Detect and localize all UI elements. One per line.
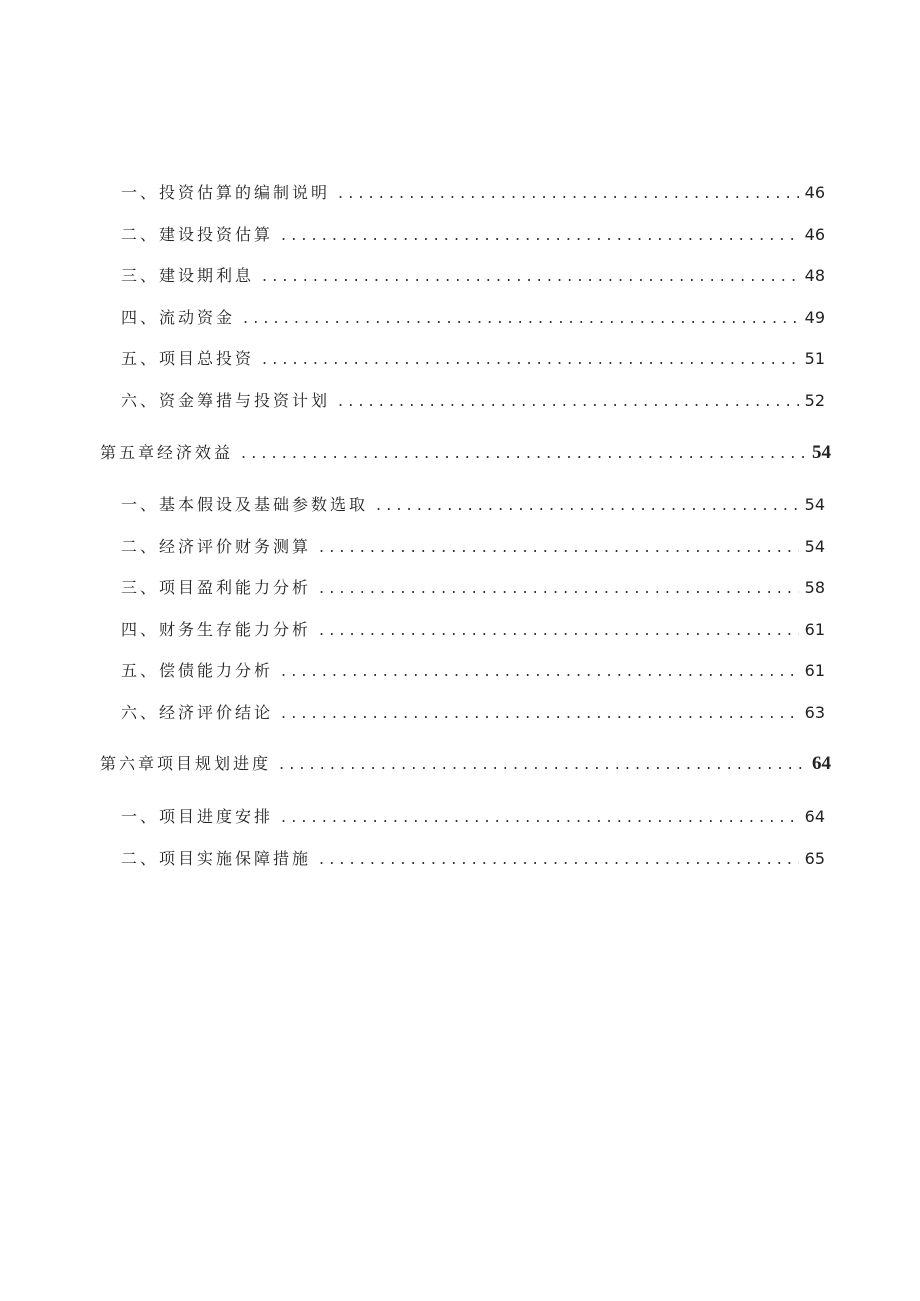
toc-leader-dots (338, 183, 799, 202)
toc-leader-dots (243, 308, 799, 327)
toc-leader-dots (262, 349, 799, 368)
toc-entry[interactable] (121, 263, 825, 286)
toc-entry-title: 六、经济评价结论 (121, 703, 274, 722)
toc-entry[interactable] (121, 658, 825, 681)
toc-entry-page: 52 (804, 391, 825, 410)
toc-entry[interactable] (121, 534, 825, 557)
toc-entry-page: 51 (804, 349, 825, 368)
toc-entry-title: 四、财务生存能力分析 (121, 620, 312, 639)
toc-leader-dots (319, 537, 799, 556)
toc-entry[interactable] (121, 388, 825, 411)
toc-entry-title: 三、项目盈利能力分析 (121, 578, 312, 597)
toc-leader-dots (281, 661, 799, 680)
toc-entry-title: 五、偿债能力分析 (121, 661, 274, 680)
toc-leader-dots (241, 443, 806, 462)
toc-leader-dots (279, 754, 806, 773)
toc-entry-page: 61 (804, 661, 825, 680)
toc-entry[interactable] (121, 305, 825, 328)
toc-leader-dots (319, 620, 799, 639)
toc-entry-title: 四、流动资金 (121, 308, 236, 327)
toc-entry-page: 61 (804, 620, 825, 639)
toc-entry-title: 六、资金筹措与投资计划 (121, 391, 331, 410)
toc-entry-title: 一、投资估算的编制说明 (121, 183, 331, 202)
toc-chapter-title: 第六章项目规划进度 (100, 754, 272, 773)
toc-entry-page: 48 (804, 266, 825, 285)
toc-entry-page: 54 (804, 495, 825, 514)
toc-entry-page: 58 (804, 578, 825, 597)
toc-entry-title: 三、建设期利息 (121, 266, 255, 285)
toc-entry[interactable] (121, 346, 825, 369)
toc-entry-page: 65 (804, 849, 825, 868)
toc-entry[interactable] (121, 575, 825, 598)
toc-chapter-page: 54 (812, 442, 831, 463)
toc-leader-dots (319, 578, 799, 597)
toc-leader-dots (281, 703, 799, 722)
toc-entry-page: 54 (804, 537, 825, 556)
toc-entry[interactable] (121, 617, 825, 640)
toc-leader-dots (281, 807, 799, 826)
toc-leader-dots (281, 225, 799, 244)
toc-entry-title: 二、经济评价财务测算 (121, 537, 312, 556)
toc-leader-dots (376, 495, 799, 514)
toc-chapter-entry[interactable] (100, 751, 831, 775)
toc-entry-title: 二、项目实施保障措施 (121, 849, 312, 868)
toc-leader-dots (338, 391, 799, 410)
toc-entry[interactable] (121, 492, 825, 515)
toc-entry[interactable] (121, 700, 825, 723)
toc-entry-page: 64 (804, 807, 825, 826)
toc-entry-title: 一、基本假设及基础参数选取 (121, 495, 369, 514)
toc-entry-page: 46 (804, 183, 825, 202)
toc-leader-dots (319, 849, 799, 868)
toc-entry-title: 五、项目总投资 (121, 349, 255, 368)
toc-chapter-entry[interactable] (100, 440, 831, 464)
toc-entry[interactable] (121, 846, 825, 869)
toc-leader-dots (262, 266, 799, 285)
toc-entry-page: 46 (804, 225, 825, 244)
toc-entry-title: 二、建设投资估算 (121, 225, 274, 244)
toc-entry[interactable] (121, 222, 825, 245)
toc-entry-page: 63 (804, 703, 825, 722)
toc-entry[interactable] (121, 804, 825, 827)
toc-entry-title: 一、项目进度安排 (121, 807, 274, 826)
toc-chapter-page: 64 (812, 753, 831, 774)
toc-entry-page: 49 (804, 308, 825, 327)
toc-chapter-title: 第五章经济效益 (100, 443, 234, 462)
toc-entry[interactable] (121, 180, 825, 203)
